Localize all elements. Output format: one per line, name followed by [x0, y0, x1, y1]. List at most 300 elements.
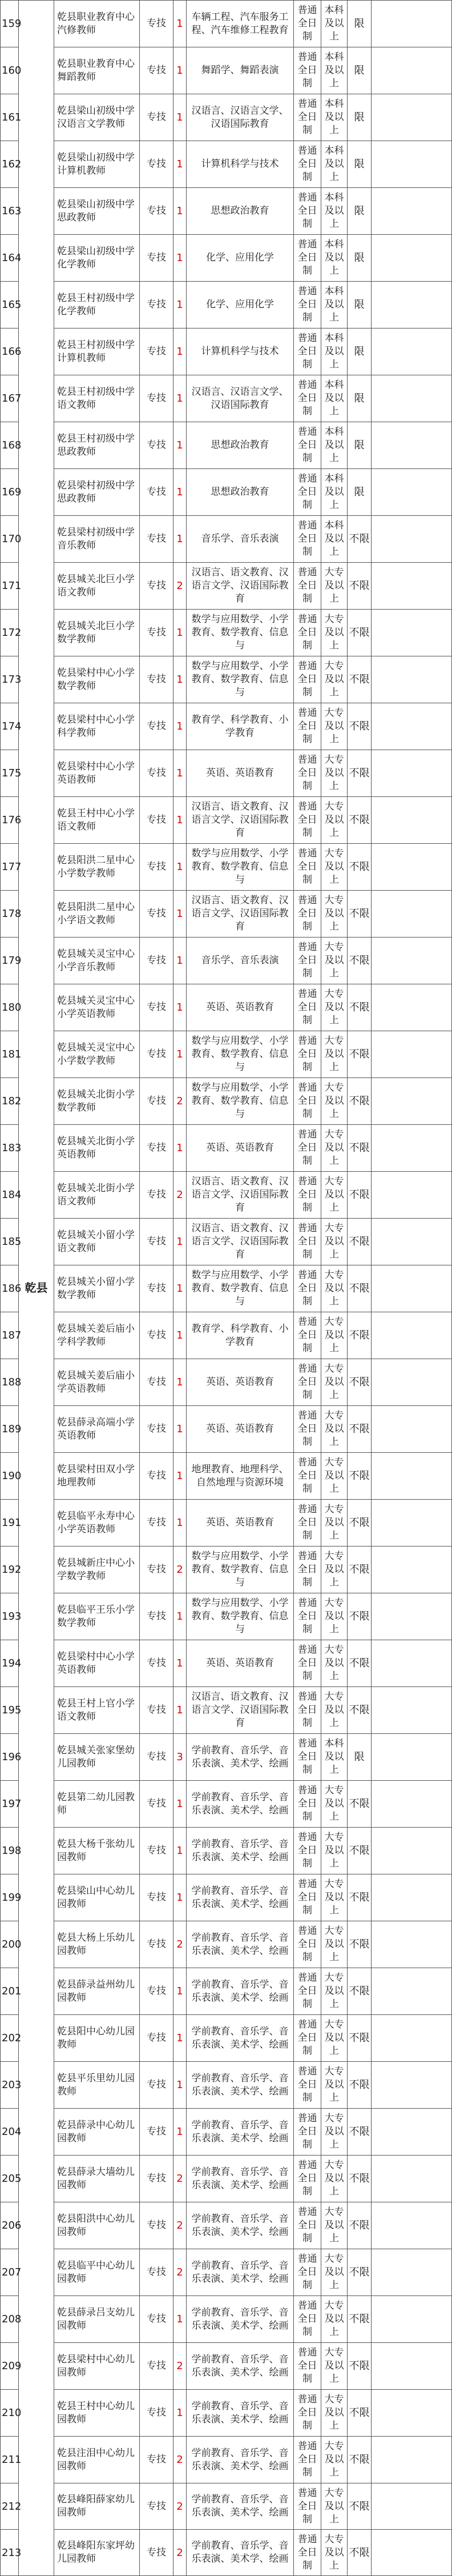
row-number: 199: [1, 1874, 19, 1921]
education-form: 普通全日制: [294, 375, 321, 422]
hire-count: 3: [173, 1734, 187, 1781]
limit-requirement: 不限: [348, 1312, 372, 1359]
table-row: [1, 1031, 452, 1078]
education-form: 普通全日制: [294, 984, 321, 1031]
hire-count: 1: [173, 1265, 187, 1312]
degree-requirement: 大专及以上: [321, 563, 348, 610]
education-form: 普通全日制: [294, 1265, 321, 1312]
education-form: 普通全日制: [294, 2483, 321, 2530]
row-number: 213: [1, 2530, 19, 2576]
major-requirement: 舞蹈学、舞蹈表演: [187, 47, 294, 94]
major-requirement: 化学、应用化学: [187, 282, 294, 328]
education-form: 普通全日制: [294, 1125, 321, 1172]
post-name: 乾县城关灵宝中心小学英语教师: [54, 984, 140, 1031]
post-type: 专技: [140, 1453, 173, 1500]
remarks-cell: [372, 797, 452, 844]
degree-requirement: 大专及以上: [321, 1078, 348, 1125]
limit-requirement: 不限: [348, 984, 372, 1031]
remarks-cell: [372, 1359, 452, 1406]
hire-count: 2: [173, 2156, 187, 2202]
education-form: 普通全日制: [294, 1640, 321, 1687]
post-name: 乾县城关姜后庙小学英语教师: [54, 1359, 140, 1406]
education-form: 普通全日制: [294, 750, 321, 797]
remarks-cell: [372, 516, 452, 563]
major-requirement: 学前教育、音乐学、音乐表演、美术学、绘画: [187, 2530, 294, 2576]
major-requirement: 英语、英语教育: [187, 1359, 294, 1406]
remarks-cell: [372, 1031, 452, 1078]
major-requirement: 学前教育、音乐学、音乐表演、美术学、绘画: [187, 1874, 294, 1921]
table-row: [1, 1172, 452, 1219]
post-type: 专技: [140, 703, 173, 750]
hire-count: 1: [173, 1968, 187, 2015]
degree-requirement: 大专及以上: [321, 1828, 348, 1874]
major-requirement: 数学与应用数学、小学教育、数学教育、信息与: [187, 656, 294, 703]
table-row: [1, 1453, 452, 1500]
major-requirement: 英语、英语教育: [187, 750, 294, 797]
remarks-cell: [372, 656, 452, 703]
hire-count: 1: [173, 235, 187, 282]
education-form: 普通全日制: [294, 703, 321, 750]
table-row: [1, 2530, 452, 2576]
table-row: [1, 984, 452, 1031]
post-name: 乾县峰阳薛家幼儿园教师: [54, 2483, 140, 2530]
hire-count: 1: [173, 1125, 187, 1172]
remarks-cell: [372, 2202, 452, 2249]
major-requirement: 学前教育、音乐学、音乐表演、美术学、绘画: [187, 2156, 294, 2202]
education-form: 普通全日制: [294, 2296, 321, 2343]
table-row: [1, 235, 452, 282]
education-form: 普通全日制: [294, 1781, 321, 1828]
limit-requirement: 限: [348, 469, 372, 516]
hire-count: 2: [173, 1172, 187, 1219]
hire-count: 1: [173, 1687, 187, 1734]
table-row: [1, 2156, 452, 2202]
row-number: 188: [1, 1359, 19, 1406]
education-form: 普通全日制: [294, 235, 321, 282]
table-row: [1, 2109, 452, 2156]
post-name: 乾县薛录吕支幼儿园教师: [54, 2296, 140, 2343]
education-form: 普通全日制: [294, 47, 321, 94]
education-form: 普通全日制: [294, 891, 321, 938]
post-type: 专技: [140, 2343, 173, 2390]
post-name: 乾县城关北巨小学语文教师: [54, 563, 140, 610]
education-form: 普通全日制: [294, 610, 321, 656]
hire-count: 1: [173, 2390, 187, 2437]
degree-requirement: 本科及以上: [321, 188, 348, 235]
limit-requirement: 不限: [348, 1406, 372, 1453]
education-form: 普通全日制: [294, 656, 321, 703]
post-type: 专技: [140, 2530, 173, 2576]
table-row: [1, 1781, 452, 1828]
post-type: 专技: [140, 2296, 173, 2343]
post-name: 乾县城关北街小学语文教师: [54, 1172, 140, 1219]
remarks-cell: [372, 1312, 452, 1359]
post-name: 乾县第二幼儿园教师: [54, 1781, 140, 1828]
limit-requirement: 不限: [348, 1874, 372, 1921]
post-name: 乾县峰阳东家坪幼儿园教师: [54, 2530, 140, 2576]
post-type: 专技: [140, 656, 173, 703]
post-name: 乾县梁山初级中学思政教师: [54, 188, 140, 235]
remarks-cell: [372, 1125, 452, 1172]
row-number: 207: [1, 2249, 19, 2296]
degree-requirement: 大专及以上: [321, 1687, 348, 1734]
remarks-cell: [372, 1640, 452, 1687]
post-name: 乾县城关灵宝中心小学数学教师: [54, 1031, 140, 1078]
limit-requirement: 限: [348, 94, 372, 141]
table-row: [1, 1, 452, 47]
limit-requirement: 限: [348, 235, 372, 282]
post-type: 专技: [140, 938, 173, 984]
major-requirement: 汉语言、汉语言文学、汉语国际教育: [187, 94, 294, 141]
row-number: 177: [1, 844, 19, 891]
row-number: 165: [1, 282, 19, 328]
limit-requirement: 不限: [348, 1781, 372, 1828]
education-form: 普通全日制: [294, 1593, 321, 1640]
major-requirement: 学前教育、音乐学、音乐表演、美术学、绘画: [187, 2015, 294, 2062]
remarks-cell: [372, 750, 452, 797]
table-row: [1, 1359, 452, 1406]
education-form: 普通全日制: [294, 469, 321, 516]
table-row: [1, 2062, 452, 2109]
post-name: 乾县梁山初级中学化学教师: [54, 235, 140, 282]
major-requirement: 地理教育、地理科学、自然地理与资源环境: [187, 1453, 294, 1500]
degree-requirement: 大专及以上: [321, 1453, 348, 1500]
major-requirement: 思想政治教育: [187, 188, 294, 235]
limit-requirement: 不限: [348, 2530, 372, 2576]
major-requirement: 思想政治教育: [187, 422, 294, 469]
row-number: 170: [1, 516, 19, 563]
limit-requirement: 不限: [348, 1593, 372, 1640]
education-form: 普通全日制: [294, 1547, 321, 1593]
hire-count: 1: [173, 188, 187, 235]
post-name: 乾县王村中心幼儿园教师: [54, 2390, 140, 2437]
remarks-cell: [372, 2437, 452, 2483]
remarks-cell: [372, 47, 452, 94]
remarks-cell: [372, 2015, 452, 2062]
hire-count: 2: [173, 2530, 187, 2576]
post-name: 乾县职业教育中心舞蹈教师: [54, 47, 140, 94]
degree-requirement: 大专及以上: [321, 1265, 348, 1312]
post-name: 乾县梁村初级中学音乐教师: [54, 516, 140, 563]
post-name: 乾县大杨上乐幼儿园教师: [54, 1921, 140, 1968]
hire-count: 1: [173, 141, 187, 188]
major-requirement: 学前教育、音乐学、音乐表演、美术学、绘画: [187, 2062, 294, 2109]
row-number: 183: [1, 1125, 19, 1172]
post-type: 专技: [140, 1078, 173, 1125]
post-type: 专技: [140, 1593, 173, 1640]
post-name: 乾县王村中心小学语文教师: [54, 797, 140, 844]
major-requirement: 英语、英语教育: [187, 1500, 294, 1547]
post-name: 乾县梁村中心幼儿园教师: [54, 2343, 140, 2390]
limit-requirement: 限: [348, 375, 372, 422]
table-row: [1, 2343, 452, 2390]
table-row: [1, 1125, 452, 1172]
remarks-cell: [372, 844, 452, 891]
hire-count: 2: [173, 2249, 187, 2296]
row-number: 174: [1, 703, 19, 750]
post-name: 乾县平乐里幼儿园教师: [54, 2062, 140, 2109]
major-requirement: 教育学、科学教育、小学教育: [187, 1312, 294, 1359]
table-row: [1, 516, 452, 563]
table-row: [1, 2483, 452, 2530]
hire-count: 1: [173, 656, 187, 703]
row-number: 198: [1, 1828, 19, 1874]
education-form: 普通全日制: [294, 141, 321, 188]
major-requirement: 汉语言、汉语言文学、汉语国际教育: [187, 375, 294, 422]
limit-requirement: 不限: [348, 703, 372, 750]
post-name: 乾县临平中心幼儿园教师: [54, 2249, 140, 2296]
education-form: 普通全日制: [294, 422, 321, 469]
degree-requirement: 大专及以上: [321, 2343, 348, 2390]
row-number: 208: [1, 2296, 19, 2343]
post-type: 专技: [140, 610, 173, 656]
hire-count: 1: [173, 1219, 187, 1265]
major-requirement: 学前教育、音乐学、音乐表演、美术学、绘画: [187, 1828, 294, 1874]
major-requirement: 数学与应用数学、小学教育、数学教育、信息与: [187, 844, 294, 891]
post-type: 专技: [140, 1687, 173, 1734]
limit-requirement: 不限: [348, 1031, 372, 1078]
degree-requirement: 本科及以上: [321, 235, 348, 282]
education-form: 普通全日制: [294, 2156, 321, 2202]
row-number: 172: [1, 610, 19, 656]
remarks-cell: [372, 984, 452, 1031]
limit-requirement: 不限: [348, 1219, 372, 1265]
major-requirement: 数学与应用数学、小学教育、数学教育、信息与: [187, 1547, 294, 1593]
degree-requirement: 大专及以上: [321, 2296, 348, 2343]
degree-requirement: 大专及以上: [321, 2483, 348, 2530]
remarks-cell: [372, 2156, 452, 2202]
post-type: 专技: [140, 984, 173, 1031]
table-row: [1, 1968, 452, 2015]
remarks-cell: [372, 1172, 452, 1219]
post-name: 乾县梁山初级中学汉语言文学教师: [54, 94, 140, 141]
post-name: 乾县阳洪中心幼儿园教师: [54, 2202, 140, 2249]
degree-requirement: 大专及以上: [321, 1500, 348, 1547]
table-row: [1, 563, 452, 610]
degree-requirement: 大专及以上: [321, 1125, 348, 1172]
row-number: 210: [1, 2390, 19, 2437]
education-form: 普通全日制: [294, 2062, 321, 2109]
degree-requirement: 大专及以上: [321, 938, 348, 984]
remarks-cell: [372, 1078, 452, 1125]
education-form: 普通全日制: [294, 2015, 321, 2062]
hire-count: 1: [173, 516, 187, 563]
hire-count: 1: [173, 1, 187, 47]
limit-requirement: 不限: [348, 2249, 372, 2296]
table-row: [1, 1734, 452, 1781]
hire-count: 2: [173, 2437, 187, 2483]
major-requirement: 学前教育、音乐学、音乐表演、美术学、绘画: [187, 2437, 294, 2483]
limit-requirement: 不限: [348, 1687, 372, 1734]
hire-count: 1: [173, 47, 187, 94]
degree-requirement: 大专及以上: [321, 1547, 348, 1593]
hire-count: 1: [173, 1828, 187, 1874]
post-type: 专技: [140, 1219, 173, 1265]
limit-requirement: 限: [348, 282, 372, 328]
post-name: 乾县大杨千张幼儿园教师: [54, 1828, 140, 1874]
major-requirement: 学前教育、音乐学、音乐表演、美术学、绘画: [187, 2390, 294, 2437]
education-form: 普通全日制: [294, 797, 321, 844]
hire-count: 2: [173, 563, 187, 610]
remarks-cell: [372, 2390, 452, 2437]
remarks-cell: [372, 1500, 452, 1547]
major-requirement: 学前教育、音乐学、音乐表演、美术学、绘画: [187, 1781, 294, 1828]
remarks-cell: [372, 422, 452, 469]
major-requirement: 音乐学、音乐表演: [187, 516, 294, 563]
major-requirement: 英语、英语教育: [187, 1640, 294, 1687]
education-form: 普通全日制: [294, 94, 321, 141]
major-requirement: 数学与应用数学、小学教育、数学教育、信息与: [187, 1078, 294, 1125]
degree-requirement: 本科及以上: [321, 141, 348, 188]
education-form: 普通全日制: [294, 1453, 321, 1500]
education-form: 普通全日制: [294, 188, 321, 235]
education-form: 普通全日制: [294, 1828, 321, 1874]
degree-requirement: 大专及以上: [321, 1312, 348, 1359]
limit-requirement: 不限: [348, 2062, 372, 2109]
remarks-cell: [372, 282, 452, 328]
education-form: 普通全日制: [294, 1312, 321, 1359]
major-requirement: 汉语言、语文教育、汉语言文学、汉语国际教育: [187, 891, 294, 938]
remarks-cell: [372, 328, 452, 375]
hire-count: 1: [173, 750, 187, 797]
row-number: 197: [1, 1781, 19, 1828]
degree-requirement: 大专及以上: [321, 1219, 348, 1265]
row-number: 186: [1, 1265, 19, 1312]
post-type: 专技: [140, 2062, 173, 2109]
hire-count: 2: [173, 1547, 187, 1593]
hire-count: 1: [173, 375, 187, 422]
post-type: 专技: [140, 1828, 173, 1874]
limit-requirement: 不限: [348, 2296, 372, 2343]
remarks-cell: [372, 1968, 452, 2015]
row-number: 168: [1, 422, 19, 469]
major-requirement: 学前教育、音乐学、音乐表演、美术学、绘画: [187, 1921, 294, 1968]
degree-requirement: 本科及以上: [321, 375, 348, 422]
remarks-cell: [372, 188, 452, 235]
remarks-cell: [372, 1781, 452, 1828]
hire-count: 1: [173, 469, 187, 516]
hire-count: 1: [173, 984, 187, 1031]
table-row: [1, 1593, 452, 1640]
education-form: 普通全日制: [294, 328, 321, 375]
table-row: [1, 2437, 452, 2483]
post-type: 专技: [140, 516, 173, 563]
post-name: 乾县梁村初级中学思政教师: [54, 469, 140, 516]
table-row: [1, 1312, 452, 1359]
limit-requirement: 不限: [348, 1359, 372, 1406]
post-name: 乾县薛录大墙幼儿园教师: [54, 2156, 140, 2202]
post-name: 乾县王村初级中学思政教师: [54, 422, 140, 469]
major-requirement: 数学与应用数学、小学教育、数学教育、信息与: [187, 1593, 294, 1640]
limit-requirement: 不限: [348, 891, 372, 938]
row-number: 184: [1, 1172, 19, 1219]
limit-requirement: 限: [348, 328, 372, 375]
major-requirement: 车辆工程、汽车服务工程、汽车维修工程教育: [187, 1, 294, 47]
major-requirement: 学前教育、音乐学、音乐表演、美术学、绘画: [187, 2202, 294, 2249]
post-type: 专技: [140, 750, 173, 797]
limit-requirement: 不限: [348, 2156, 372, 2202]
row-number: 204: [1, 2109, 19, 2156]
degree-requirement: 大专及以上: [321, 2062, 348, 2109]
table-row: [1, 1500, 452, 1547]
remarks-cell: [372, 2296, 452, 2343]
table-body: [1, 1, 452, 2576]
post-type: 专技: [140, 1312, 173, 1359]
row-number: 205: [1, 2156, 19, 2202]
remarks-cell: [372, 1687, 452, 1734]
row-number: 162: [1, 141, 19, 188]
education-form: 普通全日制: [294, 2343, 321, 2390]
table-row: [1, 1219, 452, 1265]
post-type: 专技: [140, 1968, 173, 2015]
limit-requirement: 不限: [348, 1265, 372, 1312]
limit-requirement: 不限: [348, 1078, 372, 1125]
hire-count: 1: [173, 1640, 187, 1687]
row-number: 169: [1, 469, 19, 516]
major-requirement: 英语、英语教育: [187, 1125, 294, 1172]
table-row: [1, 188, 452, 235]
post-name: 乾县城关北街小学数学教师: [54, 1078, 140, 1125]
row-number: 161: [1, 94, 19, 141]
post-type: 专技: [140, 469, 173, 516]
post-name: 乾县阳洪二星中心小学数学教师: [54, 844, 140, 891]
degree-requirement: 大专及以上: [321, 1031, 348, 1078]
remarks-cell: [372, 469, 452, 516]
table-row: [1, 2390, 452, 2437]
post-name: 乾县城关姜后庙小学科学教师: [54, 1312, 140, 1359]
degree-requirement: 大专及以上: [321, 1359, 348, 1406]
post-name: 乾县王村初级中学化学教师: [54, 282, 140, 328]
row-number: 211: [1, 2437, 19, 2483]
degree-requirement: 大专及以上: [321, 2530, 348, 2576]
row-number: 196: [1, 1734, 19, 1781]
remarks-cell: [372, 235, 452, 282]
education-form: 普通全日制: [294, 1406, 321, 1453]
row-number: 173: [1, 656, 19, 703]
post-type: 专技: [140, 235, 173, 282]
post-name: 乾县薛录益州幼儿园教师: [54, 1968, 140, 2015]
education-form: 普通全日制: [294, 938, 321, 984]
table-row: [1, 1640, 452, 1687]
table-row: [1, 47, 452, 94]
major-requirement: 音乐学、音乐表演: [187, 938, 294, 984]
row-number: 181: [1, 1031, 19, 1078]
post-name: 乾县注泪中心幼儿园教师: [54, 2437, 140, 2483]
table-row: [1, 703, 452, 750]
degree-requirement: 大专及以上: [321, 2202, 348, 2249]
table-row: [1, 1828, 452, 1874]
limit-requirement: 不限: [348, 1125, 372, 1172]
row-number: 187: [1, 1312, 19, 1359]
limit-requirement: 不限: [348, 563, 372, 610]
post-name: 乾县梁山中心幼儿园教师: [54, 1874, 140, 1921]
limit-requirement: 限: [348, 188, 372, 235]
education-form: 普通全日制: [294, 1219, 321, 1265]
post-name: 乾县城关张家堡幼儿园教师: [54, 1734, 140, 1781]
degree-requirement: 大专及以上: [321, 1172, 348, 1219]
hire-count: 1: [173, 1593, 187, 1640]
limit-requirement: 不限: [348, 2109, 372, 2156]
limit-requirement: 不限: [348, 2437, 372, 2483]
education-form: 普通全日制: [294, 1078, 321, 1125]
hire-count: 1: [173, 94, 187, 141]
hire-count: 1: [173, 938, 187, 984]
remarks-cell: [372, 1921, 452, 1968]
table-row: [1, 375, 452, 422]
remarks-cell: [372, 1828, 452, 1874]
hire-count: 1: [173, 328, 187, 375]
post-name: 乾县职业教育中心汽修教师: [54, 1, 140, 47]
